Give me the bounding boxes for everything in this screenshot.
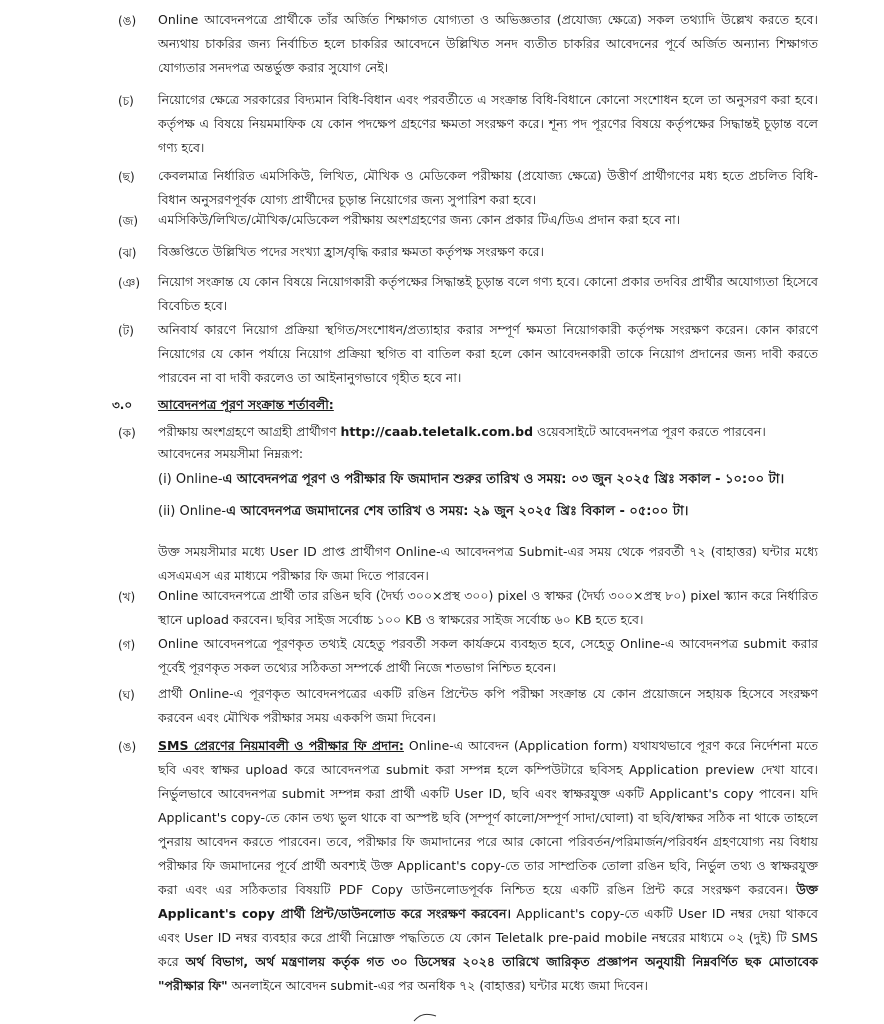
clause-label: (চ) bbox=[118, 94, 134, 108]
clause-label: (ঙ) bbox=[118, 14, 137, 28]
clause-label: (ট) bbox=[118, 324, 134, 338]
clause-label: (ক) bbox=[118, 426, 136, 440]
ka-deadline-intro: আবেদনের সময়সীমা নিম্নরূপ: bbox=[158, 446, 304, 461]
clause-label: (ছ) bbox=[118, 170, 135, 184]
start-date-text: এ আবেদনপত্র পূরণ ও পরীক্ষার ফি জমাদান শুরুর তারিখ ও সময়: ০৩ জুন ২০২৫ খ্রিঃ সকাল - ১০:০০ টা। bbox=[222, 472, 785, 487]
clause-label: (খ) bbox=[118, 590, 136, 604]
sms-bold-2: অর্থ বিভাগ, অর্থ মন্ত্রণালয় কর্তৃক গত ৩০ ডিসেম্বর ২০২৪ তারিখে জারিকৃত প্রজ্ঞাপন অনুযায়ী নিম্নবর্ণিত ছক মোতাবেক "পরীক্ষার ফি" bbox=[158, 954, 818, 993]
clause-text: এমসিকিউ/লিখিত/মৌখিক/মেডিকেল পরীক্ষায় অংশগ্রহণের জন্য কোন প্রকার টিএ/ডিএ প্রদান করা হবে না। bbox=[158, 212, 681, 227]
clause-label: (গ) bbox=[118, 638, 136, 652]
clause-text: Online আবেদনপত্রে প্রার্থীকে তাঁর অর্জিত শিক্ষাগত যোগ্যতা ও অভিজ্ঞতার (প্রযোজ্য ক্ষেত্রে) সকল তথ্যাদি উল্লেখ করতে হবে। অন্যথায় চাকরির জন্য নির্বাচিত হলে চাকরির আবেদনে উল্লিখিত সনদ ব্যতীত চাকরির আবেদনের পূর্বে অর্জিত অন্যান্য শিক্ষাগত যোগ্যতার সনদপত্র অন্তর্ভুক্ত করার সুযোগ নেই। bbox=[158, 12, 818, 75]
sms-text-3: অনলাইনে আবেদন submit-এর পর অনধিক ৭২ (বাহাত্তর) ঘন্টার মধ্যে জমা দিবেন। bbox=[227, 978, 649, 993]
clause-label: (ঙ) bbox=[118, 740, 137, 754]
clause-text: প্রার্থী Online-এ পূরণকৃত আবেদনপত্রের একটি রঙিন প্রিন্টেড কপি পরীক্ষা সংক্রান্ত যে কোন প্রয়োজনে সহায়ক হিসেবে সংরক্ষণ করবেন এবং মৌখিক পরীক্ষার সময় এককপি জমা দিবেন। bbox=[158, 686, 818, 725]
sms-heading: SMS প্রেরণের নিয়মাবলী ও পরীক্ষার ফি প্রদান: bbox=[158, 738, 404, 753]
clause-label: (ঘ) bbox=[118, 688, 135, 702]
start-date-prefix: (i) Online- bbox=[158, 472, 223, 487]
end-date-text: এ আবেদনপত্র জমাদানের শেষ তারিখ ও সময়: ২৯ জুন ২০২৫ খ্রিঃ বিকাল - ০৫:০০ টা। bbox=[226, 504, 689, 519]
start-date-line bbox=[158, 470, 784, 490]
ka-text-pre: পরীক্ষায় অংশগ্রহণে আগ্রহী প্রার্থীগণ bbox=[158, 424, 341, 439]
clause-text: বিজ্ঞপ্তিতে উল্লিখিত পদের সংখ্যা হ্রাস/বৃদ্ধি করার ক্ষমতা কর্তৃপক্ষ সংরক্ষণ করে। bbox=[158, 244, 544, 259]
pen-mark bbox=[412, 1012, 438, 1022]
clause-text: Online আবেদনপত্রে প্রার্থী তার রঙিন ছবি (দৈর্ঘ্য ৩০০×প্রস্থ ৩০০) pixel ও স্বাক্ষর (দৈর্ঘ্য ৩০০×প্রস্থ ৮০) pixel স্ক্যান করে নির্ধারিত স্থানে upload করবেন। ছবির সাইজ সর্বোচ্চ ১০০ KB ও স্বাক্ষরের সাইজ সর্বোচ্চ ৬০ KB হতে হবে। bbox=[158, 588, 818, 627]
ka-text-post: ওয়েবসাইটে আবেদনপত্র পূরণ করতে পারবেন। bbox=[533, 424, 766, 439]
end-date-line bbox=[158, 502, 688, 522]
clause-text: নিয়োগ সংক্রান্ত যে কোন বিষয়ে নিয়োগকারী কর্তৃপক্ষের সিদ্ধান্তই চূড়ান্ত বলে গণ্য হবে। কোনো প্রকার তদবির প্রার্থীর অযোগ্যতা হিসেবে বিবেচিত হবে। bbox=[158, 274, 818, 313]
clause-text: কেবলমাত্র নির্ধারিত এমসিকিউ, লিখিত, মৌখিক ও মেডিকেল পরীক্ষায় (প্রযোজ্য ক্ষেত্রে) উত্তীর্ণ প্রার্থীগণের মধ্য হতে প্রচলিত বিধি-বিধান অনুসরণপূর্বক যোগ্য প্রার্থীদের চূড়ান্ত নিয়োগের জন্য সুপারিশ করা হবে। bbox=[158, 168, 818, 207]
clause-text bbox=[158, 734, 818, 998]
clause-text: অনিবার্য কারণে নিয়োগ প্রক্রিয়া স্থগিত/সংশোধন/প্রত্যাহার করার সম্পূর্ণ ক্ষমতা নিয়োগকারী কর্তৃপক্ষ সংরক্ষণ করেন। কোন কারণে নিয়োগের যে কোন পর্যায়ে নিয়োগ প্রক্রিয়া স্থগিত বা বাতিল করা হলে কোন আবেদনকারী তাকে নিয়োগ প্রদানের জন্য দাবী করতে পারবেন না বা দাবী করলেও তা আইনানুগভাবে গৃহীত হবে না। bbox=[158, 322, 818, 385]
ka-note-text: উক্ত সময়সীমার মধ্যে User ID প্রাপ্ত প্রার্থীগণ Online-এ আবেদনপত্র Submit-এর সময় থেকে পরবর্তী ৭২ (বাহাত্তর) ঘন্টার মধ্যে এসএমএস এর মাধ্যমে পরীক্ষার ফি জমা দিতে পারবেন। bbox=[158, 544, 818, 583]
sms-bold-1: উক্ত Applicant's copy প্রার্থী প্রিন্ট/ডাউনলোড করে সংরক্ষণ করবেন। bbox=[158, 882, 818, 921]
clause-text: Online আবেদনপত্রে পূরণকৃত তথ্যই যেহেতু পরবর্তী সকল কার্যক্রমে ব্যবহৃত হবে, সেহেতু Online-এ আবেদনপত্র submit করার পূর্বেই পূরণকৃত সকল তথ্যের সঠিকতা সম্পর্কে প্রার্থী নিজে শতভাগ নিশ্চিত হবেন। bbox=[158, 636, 818, 675]
website-link[interactable]: http://caab.teletalk.com.bd bbox=[340, 424, 534, 439]
sms-text-1: Online-এ আবেদন (Application form) যথাযথভাবে পূরণ করে নির্দেশনা মতে ছবি এবং স্বাক্ষর upload করে আবেদনপত্র submit করা সম্পন্ন হলে কম্পিউটারে ছবিসহ Application preview দেখা যাবে। নির্ভুলভাবে আবেদনপত্র submit সম্পন্ন করা প্রার্থী একটি User ID, ছবি এবং স্বাক্ষরযুক্ত একটি Applicant's copy পাবেন। যদি Applicant's copy-তে কোন তথ্য ভুল থাকে বা অস্পষ্ট ছবি (সম্পূর্ণ কালো/সম্পূর্ণ সাদা/ঘোলা) বা ছবি/স্বাক্ষর সঠিক না থাকে তাহলে পুনরায় আবেদন করতে পারবেন। তবে, পরীক্ষার ফি জমাদানের পরে আর কোনো পরিবর্তন/পরিমার্জন/পরিবর্ধন গ্রহণযোগ্য নয় বিধায় পরীক্ষার ফি জমাদানের পূর্বে প্রার্থী অবশ্যই উক্ত Applicant's copy-তে তার সাম্প্রতিক তোলা রঙিন ছবি, নির্ভুল তথ্য ও স্বাক্ষরযুক্ত করা এবং এর সঠিকতার বিষয়টি PDF Copy ডাউনলোডপূর্বক নিশ্চিত হয়ে একটি রঙিন প্রিন্ট করে সংরক্ষণ করবেন। bbox=[158, 738, 818, 897]
end-date-prefix: (ii) Online- bbox=[158, 504, 227, 519]
sms-text-2: Applicant's copy-তে একটি User ID নম্বর দেয়া থাকবে এবং User ID নম্বর ব্যবহার করে প্রার্থী নিম্নোক্ত পদ্ধতিতে যে কোন Teletalk pre-paid mobile নম্বরের মাধ্যমে ০২ (দুই) টি SMS করে bbox=[158, 906, 818, 969]
section-title: আবেদনপত্র পূরণ সংক্রান্ত শর্তাবলী: bbox=[158, 397, 334, 412]
clause-text bbox=[158, 420, 818, 444]
clause-text: নিয়োগের ক্ষেত্রে সরকারের বিদ্যমান বিধি-বিধান এবং পরবর্তীতে এ সংক্রান্ত বিধি-বিধানে কোনো সংশোধন হলে তা অনুসরণ করা হবে। কর্তৃপক্ষ এ বিষয়ে নিয়মমাফিক যে কোন পদক্ষেপ গ্রহণের ক্ষমতা সংরক্ষণ করে। শূন্য পদ পূরণের বিষয়ে কর্তৃপক্ষের সিদ্ধান্তই চূড়ান্ত বলে গণ্য হবে। bbox=[158, 92, 818, 155]
clause-label: (ঞ) bbox=[118, 276, 141, 290]
clause-label: (ঝ) bbox=[118, 246, 137, 260]
section-number: ৩.০ bbox=[112, 398, 133, 412]
clause-label: (জ) bbox=[118, 214, 139, 228]
